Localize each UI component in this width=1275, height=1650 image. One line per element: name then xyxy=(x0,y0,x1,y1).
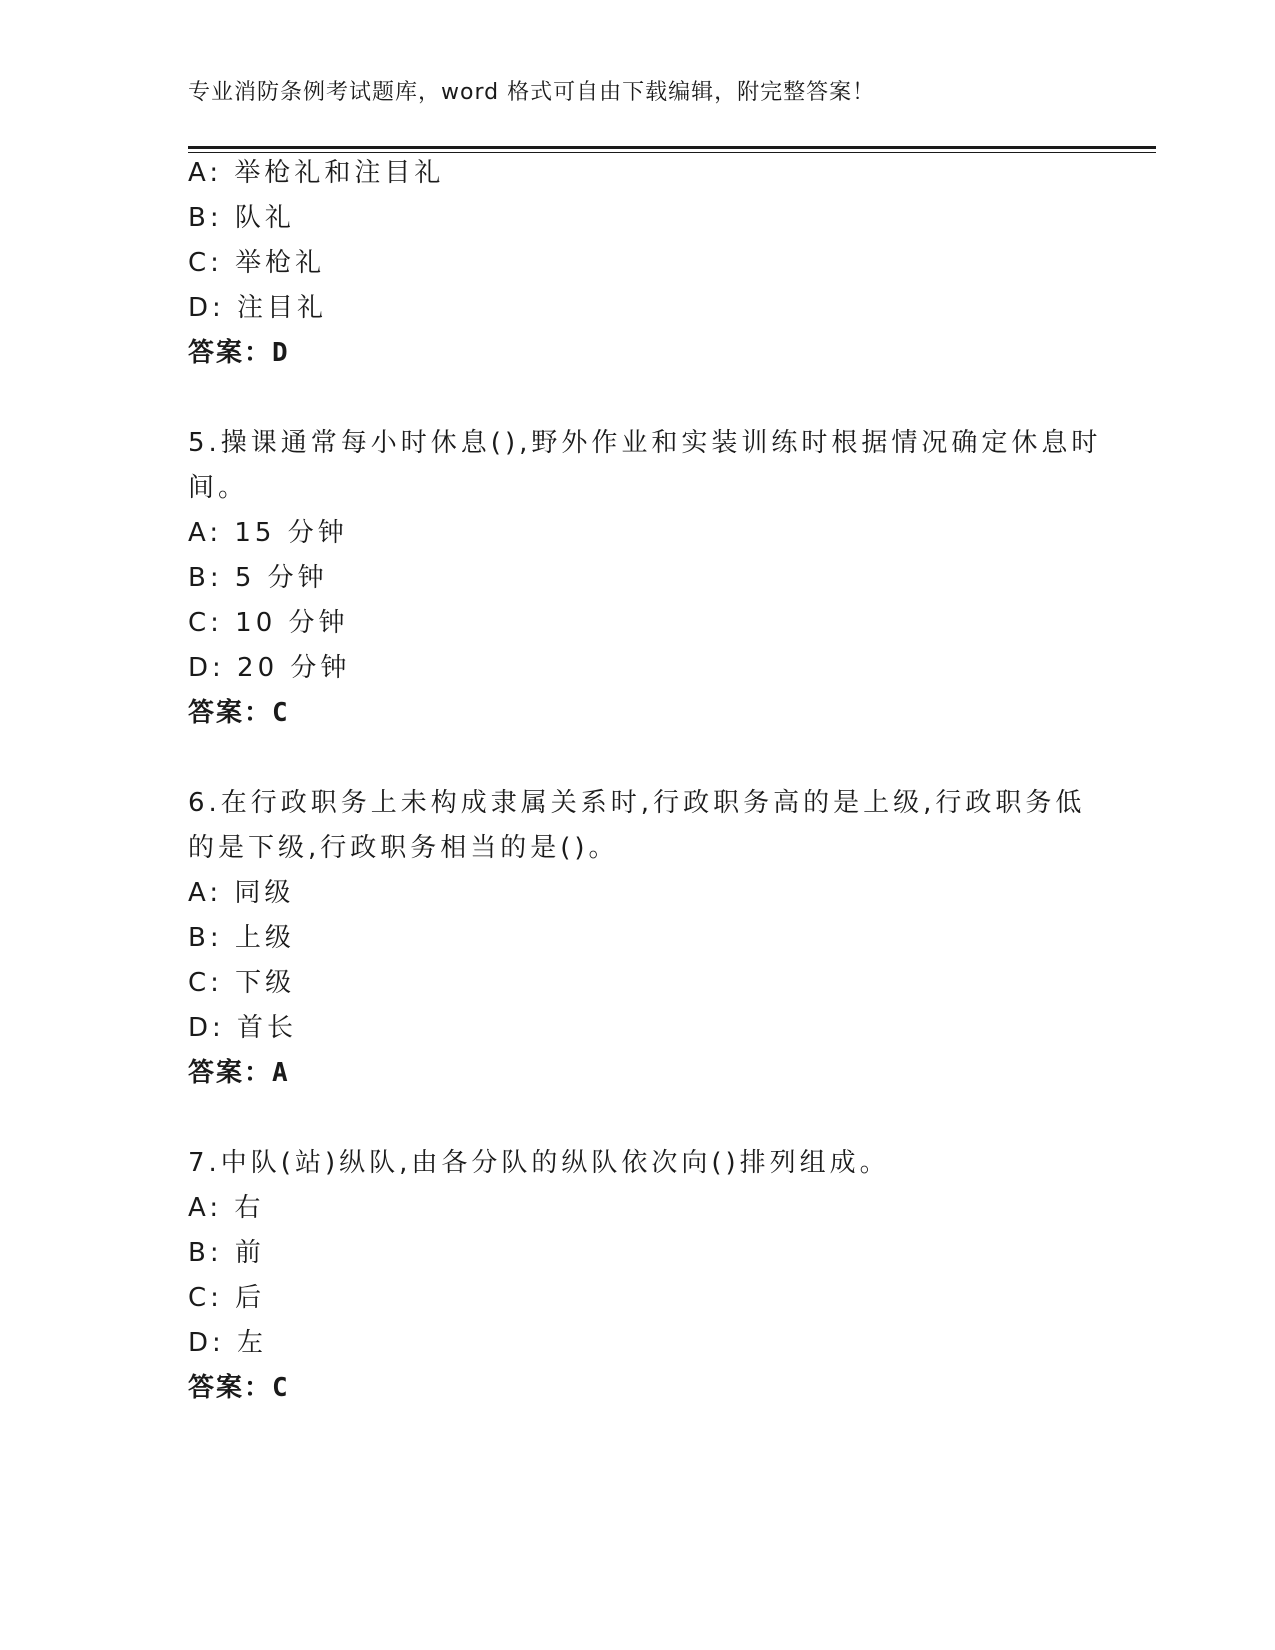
question-text-line-2: 间。 xyxy=(188,473,249,503)
option-d: D: 首长 xyxy=(188,1013,298,1043)
question-text-line-1: 6.在行政职务上未构成隶属关系时,行政职务高的是上级,行政职务低 xyxy=(188,788,1086,818)
question-text-line-2: 的是下级,行政职务相当的是()。 xyxy=(188,833,619,863)
option-c: C: 下级 xyxy=(188,968,296,998)
page-header: 专业消防条例考试题库，word 格式可自由下载编辑，附完整答案！ xyxy=(188,80,876,105)
answer-label: 答案： xyxy=(188,1373,273,1403)
header-divider-thick xyxy=(188,146,1156,149)
question-text-line-1: 7.中队(站)纵队,由各分队的纵队依次向()排列组成。 xyxy=(188,1148,890,1178)
option-b: B: 前 xyxy=(188,1238,265,1268)
option-d: D: 左 xyxy=(188,1328,268,1358)
option-b: B: 上级 xyxy=(188,923,295,953)
answer-value: D xyxy=(272,338,290,368)
answer-line xyxy=(188,1373,290,1403)
option-c: C: 后 xyxy=(188,1283,266,1313)
answer-label: 答案： xyxy=(188,698,273,728)
option-a: A: 右 xyxy=(188,1193,265,1223)
option-b: B: 5 分钟 xyxy=(188,563,328,593)
answer-line xyxy=(188,1058,290,1088)
answer-value: C xyxy=(272,698,290,728)
answer-line xyxy=(188,698,290,728)
option-c: C: 10 分钟 xyxy=(188,608,349,638)
option-b: B: 队礼 xyxy=(188,203,295,233)
option-c: C: 举枪礼 xyxy=(188,248,326,278)
header-divider-thin xyxy=(188,152,1156,153)
option-a: A: 同级 xyxy=(188,878,295,908)
option-d: D: 注目礼 xyxy=(188,293,328,323)
answer-line xyxy=(188,338,290,368)
question-text-line-1: 5.操课通常每小时休息(),野外作业和实装训练时根据情况确定休息时 xyxy=(188,428,1102,458)
answer-value: C xyxy=(272,1373,290,1403)
option-a: A: 举枪礼和注目礼 xyxy=(188,158,445,188)
option-d: D: 20 分钟 xyxy=(188,653,351,683)
option-a: A: 15 分钟 xyxy=(188,518,348,548)
answer-value: A xyxy=(272,1058,290,1088)
answer-label: 答案： xyxy=(188,1058,273,1088)
answer-label: 答案： xyxy=(188,338,273,368)
